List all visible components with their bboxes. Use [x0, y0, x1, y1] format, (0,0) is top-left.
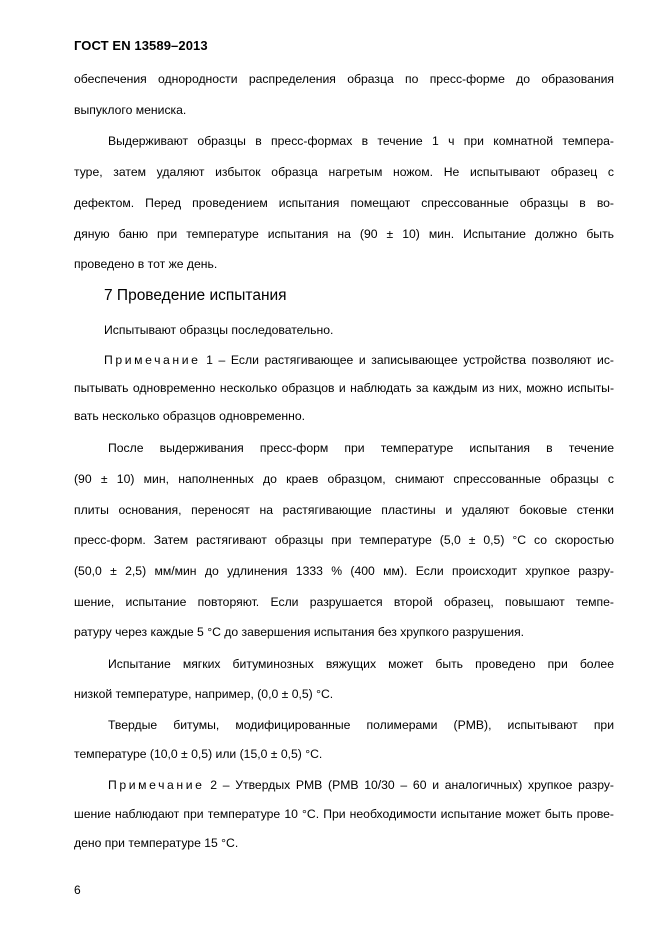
paragraph-line: дяную баню при температуре испытания на (90 ± 10) мин. Испытание должно быть: [74, 227, 614, 241]
paragraph-line: пресс-форм. Затем растягивают образцы при температуре (5,0 ± 0,5) °С со скоростью: [74, 533, 614, 547]
paragraph-line: шение, испытание повторяют. Если разрушается второй образец, повышают темпе-: [74, 595, 614, 609]
paragraph-line: Испытание мягких битуминозных вяжущих может быть проведено при более: [108, 657, 614, 671]
page-number: 6: [74, 883, 81, 897]
paragraph-line: низкой температуре, например, (0,0 ± 0,5) °С.: [74, 687, 334, 701]
note-label: Примечание: [104, 353, 201, 367]
paragraph-line: (50,0 ± 2,5) мм/мин до удлинения 1333 % (400 мм). Если происходит хрупкое разру-: [74, 564, 614, 578]
paragraph-line: выпуклого мениска.: [74, 103, 187, 117]
paragraph-line: Испытывают образцы последовательно.: [104, 323, 334, 337]
paragraph-line: обеспечения однородности распределения образца по пресс-форме до образования: [74, 72, 614, 86]
document-header: ГОСТ EN 13589–2013: [74, 38, 208, 53]
paragraph-line: дефектом. Перед проведением испытания помещают спрессованные образцы в во-: [74, 196, 614, 210]
note-text: 1 – Если растягивающее и записывающее устройства позволяют ис-: [200, 353, 614, 367]
paragraph-line: (90 ± 10) мин, наполненных до краев образцом, снимают спрессованные образцы с: [74, 472, 614, 486]
note-line: вать несколько образцов одновременно.: [74, 409, 306, 423]
paragraph-line: плиты основания, переносят на растягивающие пластины и удаляют боковые стенки: [74, 503, 614, 517]
note-line: дено при температуре 15 °С.: [74, 836, 239, 850]
paragraph-line: туре, затем удаляют избыток образца нагретым ножом. Не испытывают образец с: [74, 165, 614, 179]
paragraph-line: После выдерживания пресс-форм при температуре испытания в течение: [108, 441, 614, 455]
section-heading: 7 Проведение испытания: [104, 287, 287, 304]
paragraph-line: ратуру через каждые 5 °С до завершения испытания без хрупкого разрушения.: [74, 625, 525, 639]
note-line: [104, 352, 614, 368]
note-line: пытывать одновременно несколько образцов и наблюдать за каждым из них, можно испыты-: [74, 381, 614, 395]
note-line: [108, 777, 614, 793]
paragraph-line: Выдерживают образцы в пресс-формах в течение 1 ч при комнатной темпера-: [108, 134, 614, 148]
paragraph-line: Твердые битумы, модифицированные полимерами (PMB), испытывают при: [108, 718, 614, 732]
paragraph-line: проведено в тот же день.: [74, 257, 218, 271]
note-line: шение наблюдают при температуре 10 °С. При необходимости испытание может быть прове-: [74, 807, 614, 821]
note-text: 2 – Утвердых PMB (PMB 10/30 – 60 и аналогичных) хрупкое разру-: [204, 778, 614, 792]
note-label: Примечание: [108, 778, 205, 792]
paragraph-line: температуре (10,0 ± 0,5) или (15,0 ± 0,5) °С.: [74, 747, 323, 761]
